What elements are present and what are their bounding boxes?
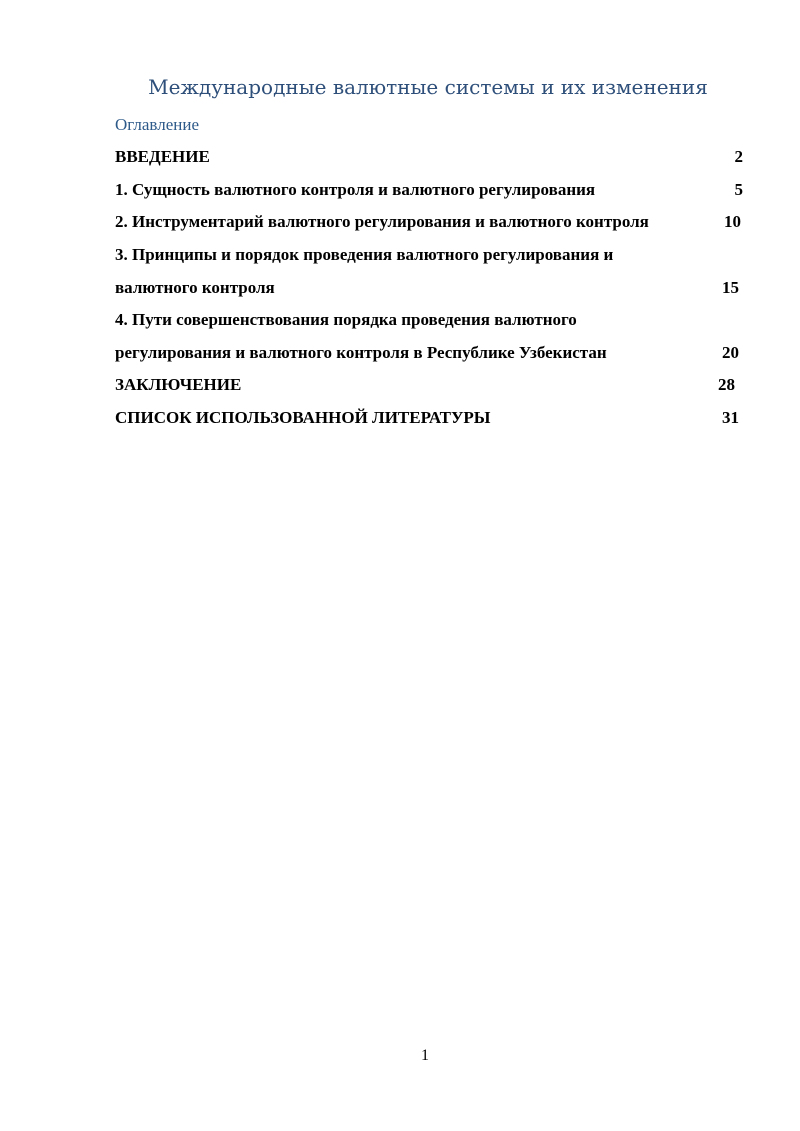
toc-entry-text: ЗАКЛЮЧЕНИЕ <box>115 375 242 394</box>
toc-heading: Оглавление <box>115 115 199 134</box>
toc-entry-page-number: 10 <box>724 212 741 231</box>
toc-entry-text: 1. Сущность валютного контроля и валютного регулирования <box>115 180 596 199</box>
toc-entry-text: регулирования и валютного контроля в Республике Узбекистан <box>115 343 607 362</box>
document-title: Международные валютные системы и их изменения <box>148 75 708 99</box>
toc-entry-introduction[interactable] <box>115 146 743 168</box>
toc-entry-conclusion[interactable] <box>115 374 743 396</box>
toc-entry-page-number: 15 <box>722 278 739 297</box>
toc-entry-chapter-2[interactable] <box>115 211 743 233</box>
toc-entry-text: ВВЕДЕНИЕ <box>115 147 210 166</box>
toc-entry-chapter-1[interactable] <box>115 179 743 201</box>
page-number: 1 <box>421 1047 429 1064</box>
toc-entry-text: валютного контроля <box>115 278 275 297</box>
toc-entry-page-number: 5 <box>734 180 743 199</box>
toc-entry-text: 3. Принципы и порядок проведения валютного регулирования и <box>115 245 614 264</box>
toc-entry-chapter-4-line-2[interactable] <box>115 342 743 364</box>
toc-entry-page-number: 20 <box>722 343 739 362</box>
toc-entry-text: 4. Пути совершенствования порядка проведения валютного <box>115 310 577 329</box>
toc-entry-chapter-3-line-2[interactable] <box>115 277 743 299</box>
toc-entry-references[interactable] <box>115 407 743 429</box>
toc-entry-page-number: 31 <box>722 408 739 427</box>
toc-entry-page-number: 28 <box>718 375 735 394</box>
toc-entry-page-number: 2 <box>734 147 743 166</box>
toc-entry-text: 2. Инструментарий валютного регулирования и валютного контроля <box>115 212 649 231</box>
toc-entry-chapter-4-line-1[interactable] <box>115 309 743 331</box>
toc-entry-text: СПИСОК ИСПОЛЬЗОВАННОЙ ЛИТЕРАТУРЫ <box>115 408 491 427</box>
toc-entry-chapter-3-line-1[interactable] <box>115 244 743 266</box>
